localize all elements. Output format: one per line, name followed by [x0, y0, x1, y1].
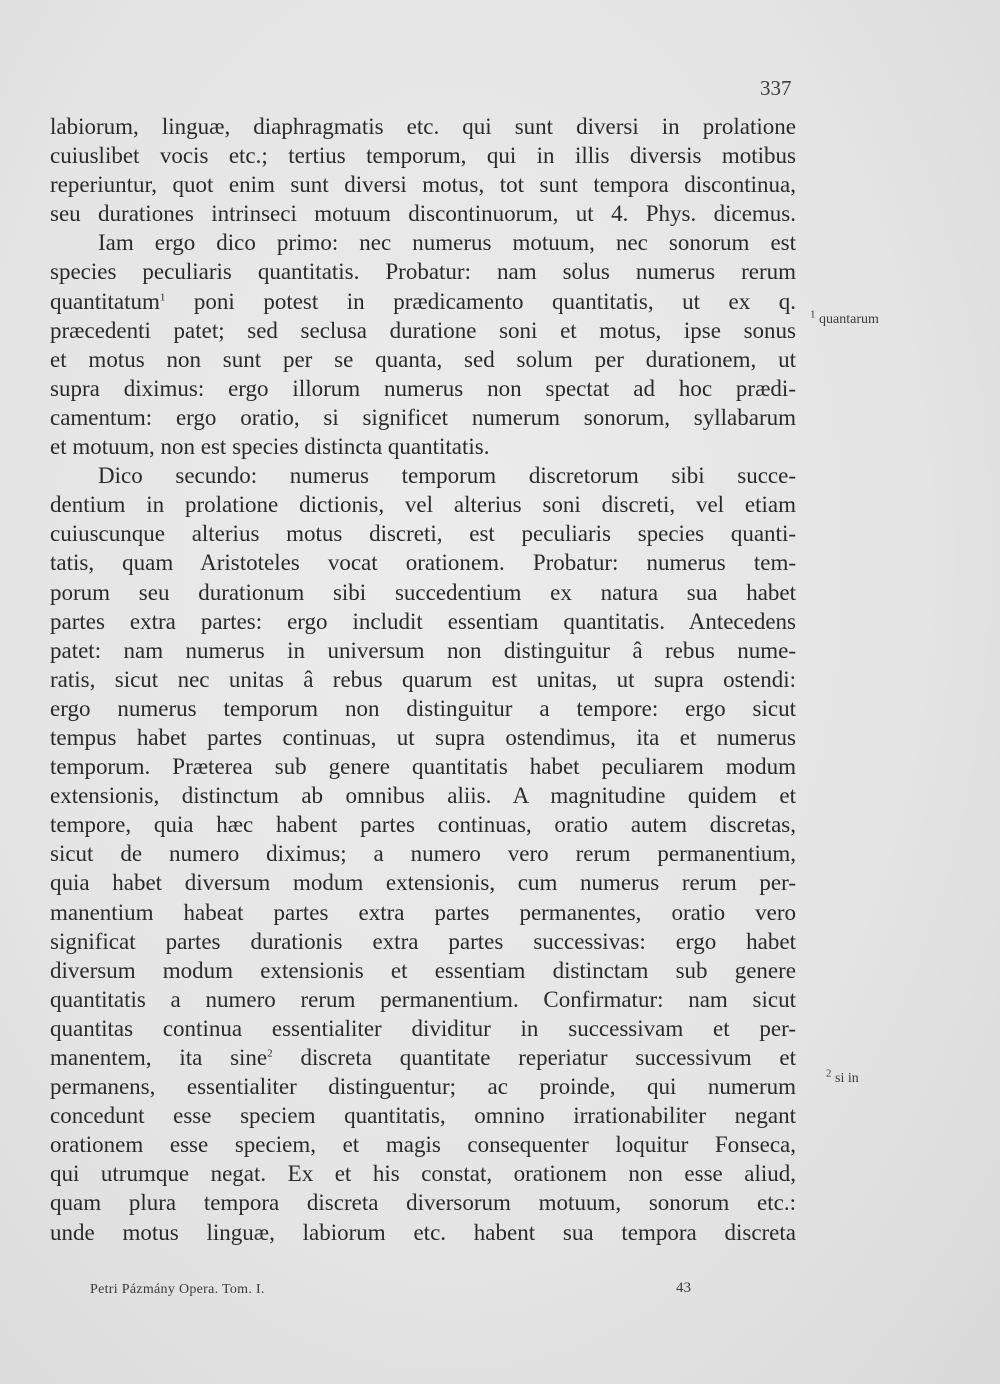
margin-note-text: si in: [835, 1071, 859, 1086]
text-line: supra diximus: ergo illorum numerus non spectat ad hoc prædi-: [50, 375, 796, 401]
text-line-rest: discreta quantitate reperiatur successivum et: [300, 1045, 796, 1070]
word-quantitatum: quantitatum: [50, 288, 160, 314]
text-line: manentium habeat partes extra partes permanentes, oratio vero: [50, 899, 796, 925]
text-line: partes extra partes: ergo includit essentiam quantitatis. Antecedens: [50, 608, 796, 634]
text-line: camentum: ergo oratio, si significet numerum sonorum, syllabarum: [50, 404, 796, 430]
text-line: reperiuntur, quot enim sunt diversi motus, tot sunt tempora discontinua,: [50, 172, 796, 198]
page-number: 337: [760, 76, 792, 100]
text-line-with-footnote: [50, 287, 796, 316]
text-line: concedunt esse speciem quantitatis, omnino irrationabiliter negant: [50, 1103, 796, 1129]
text-line: et motus non sunt per se quanta, sed solum per durationem, ut: [50, 346, 796, 372]
text-line: significat partes durationis extra partes successivas: ergo habet: [50, 928, 796, 954]
text-line: unde motus linguæ, labiorum etc. habent sua tempora discreta: [50, 1219, 796, 1245]
text-line: porum seu durationum sibi succedentium ex natura sua habet: [50, 579, 796, 605]
text-line: quam plura tempora discreta diversorum motuum, sonorum etc.:: [50, 1190, 796, 1216]
text-line: permanens, essentialiter distinguentur; ac proinde, qui numerum: [50, 1074, 796, 1100]
margin-note-1: [810, 308, 879, 328]
text-line: tempus habet partes continuas, ut supra ostendimus, ita et numerus: [50, 724, 796, 750]
footnote-marker-2: 2: [267, 1047, 273, 1060]
text-line: species peculiaris quantitatis. Probatur: nam solus numerus rerum: [50, 259, 796, 285]
text-line-rest: poni potest in prædicamento quantitatis, ut ex q.: [193, 288, 797, 314]
margin-note-text: quantarum: [819, 312, 879, 327]
margin-note-2: [826, 1067, 859, 1087]
text-line-with-footnote: [50, 1043, 796, 1072]
margin-note-marker: 1: [810, 308, 816, 321]
text-line: cuiuslibet vocis etc.; tertius temporum, qui in illis diversis motibus: [50, 143, 796, 169]
words-manentem-ita-sine: manentem, ita sine: [50, 1045, 268, 1070]
text-line: quantitatis a numero rerum permanentium. Confirmatur: nam sicut: [50, 986, 796, 1012]
text-line: tatis, quam Aristoteles vocat orationem. Probatur: numerus tem-: [50, 550, 796, 576]
text-line: diversum modum extensionis et essentiam distinctam sub genere: [50, 957, 796, 983]
text-line: extensionis, distinctum ab omnibus aliis. A magnitudine quidem et: [50, 783, 796, 809]
text-line: Dico secundo: numerus temporum discretorum sibi succe-: [98, 463, 796, 489]
text-line: Iam ergo dico primo: nec numerus motuum, nec sonorum est: [98, 230, 796, 256]
text-line: præcedenti patet; sed seclusa duratione soni et motus, ipse sonus: [50, 317, 796, 343]
text-line: labiorum, linguæ, diaphragmatis etc. qui sunt diversi in prolatione: [50, 114, 796, 139]
text-line: tempore, quia hæc habent partes continuas, oratio autem discretas,: [50, 812, 796, 838]
footer-signature: Petri Pázmány Opera. Tom. I.: [90, 1282, 265, 1297]
text-line: et motuum, non est species distincta quantitatis.: [50, 434, 490, 460]
footer-sheet-number: 43: [676, 1280, 691, 1296]
body-text: [50, 112, 796, 1247]
text-line: patet: nam numerus in universum non distinguitur â rebus nume-: [50, 637, 796, 663]
text-line: dentium in prolatione dictionis, vel alterius soni discreti, vel etiam: [50, 492, 796, 518]
text-line: cuiuscunque alterius motus discreti, est peculiaris species quanti-: [50, 521, 796, 547]
footnote-marker-1: 1: [159, 290, 166, 303]
text-line: qui utrumque negat. Ex et his constat, orationem non esse aliud,: [50, 1161, 796, 1187]
margin-note-marker: 2: [826, 1067, 832, 1080]
text-line: seu durationes intrinseci motuum discontinuorum, ut 4. Phys. dicemus.: [50, 201, 796, 227]
text-line: quantitas continua essentialiter dividitur in successivam et per-: [50, 1015, 796, 1041]
text-line: ergo numerus temporum non distinguitur a tempore: ergo sicut: [50, 695, 796, 721]
text-line: quia habet diversum modum extensionis, cum numerus rerum per-: [50, 870, 796, 896]
text-line: ratis, sicut nec unitas â rebus quarum est unitas, ut supra ostendi:: [50, 666, 796, 692]
text-line: orationem esse speciem, et magis consequenter loquitur Fonseca,: [50, 1132, 796, 1158]
text-line: sicut de numero diximus; a numero vero rerum permanentium,: [50, 841, 796, 867]
text-line: temporum. Præterea sub genere quantitatis habet peculiarem modum: [50, 754, 796, 780]
